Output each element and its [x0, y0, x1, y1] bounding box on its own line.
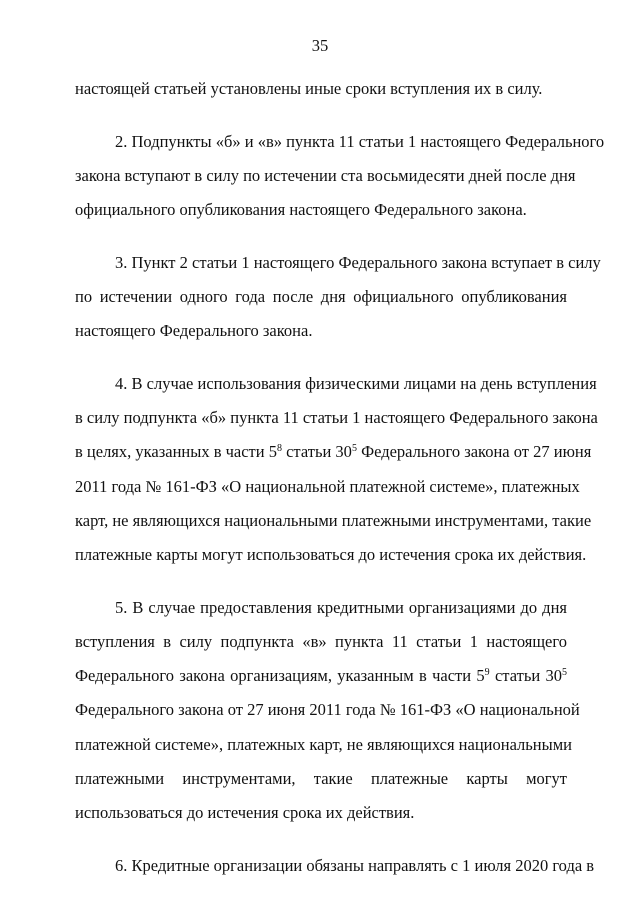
text-segment: в целях, указанных в части 5	[75, 442, 277, 462]
text-line	[75, 125, 605, 159]
text-segment: закона вступают в силу по истечении ста восьмидесяти дней после дня	[75, 165, 576, 185]
text-segment: 2011 года № 161-ФЗ «О национальной платежной системе», платежных	[75, 476, 580, 496]
text-segment: настоящей статьей установлены иные сроки вступления их в силу.	[75, 79, 543, 98]
text-segment: 5. В случае предоставления кредитными организациями до дня	[115, 597, 567, 617]
text-segment: статьи 30	[489, 666, 562, 686]
paragraph	[75, 849, 595, 883]
text-segment: по истечении одного года после дня официального опубликования	[75, 287, 567, 307]
text-line	[75, 849, 595, 883]
text-line	[75, 367, 597, 401]
text-line	[75, 796, 567, 830]
text-segment: статьи 30	[281, 442, 352, 462]
paragraph	[75, 72, 567, 106]
document-body	[75, 72, 605, 902]
paragraph	[75, 125, 605, 228]
text-segment: Федерального закона от 27 июня	[356, 442, 592, 462]
text-line	[75, 762, 567, 796]
text-line	[75, 470, 580, 504]
text-segment: 2. Подпункты «б» и «в» пункта 11 статьи 1 настоящего Федерального	[115, 131, 605, 151]
text-segment: в силу подпункта «б» пункта 11 статьи 1 настоящего Федерального закона	[75, 408, 598, 428]
text-line	[75, 435, 592, 469]
paragraph	[75, 591, 580, 830]
text-segment: платежные карты могут использоваться до истечения срока их действия.	[75, 545, 587, 565]
text-line	[75, 538, 587, 572]
text-segment: платежной системе», платежных карт, не являющихся национальными	[75, 734, 572, 754]
text-segment: 4. В случае использования физическими лицами на день вступления	[115, 374, 597, 394]
text-segment: использоваться до истечения срока их действия.	[75, 802, 415, 822]
text-segment: 3. Пункт 2 статьи 1 настоящего Федерального закона вступает в силу	[115, 252, 601, 272]
text-segment: Федерального закона организациям, указанным в части 5	[75, 666, 485, 686]
text-line	[75, 159, 576, 193]
text-segment: карт, не являющихся национальными платежными инструментами, такие	[75, 510, 592, 530]
text-line	[75, 591, 567, 625]
paragraph	[75, 246, 601, 349]
superscript: 5	[562, 667, 567, 679]
text-line	[75, 728, 572, 762]
text-line	[75, 504, 592, 538]
text-segment: 6. Кредитные организации обязаны направлять с 1 июля 2020 года в	[115, 855, 595, 875]
text-line	[75, 314, 567, 348]
text-line	[75, 246, 601, 280]
superscript: 9	[484, 667, 490, 679]
superscript: 5	[351, 443, 357, 455]
text-segment: вступления в силу подпункта «в» пункта 11 статьи 1 настоящего	[75, 632, 567, 651]
text-segment: платежными инструментами, такие платежные карты могут	[75, 768, 567, 788]
text-line	[75, 401, 598, 435]
text-line	[75, 625, 567, 659]
text-segment: официального опубликования настоящего Федерального закона.	[75, 200, 527, 220]
superscript: 8	[276, 443, 282, 455]
text-segment: настоящего Федерального закона.	[75, 321, 313, 341]
text-segment: Федерального закона от 27 июня 2011 года № 161-ФЗ «О национальной	[75, 700, 580, 720]
paragraph	[75, 367, 598, 572]
text-line	[75, 72, 567, 106]
text-line	[75, 659, 567, 693]
text-line	[75, 693, 580, 727]
text-line	[75, 280, 567, 314]
text-line	[75, 193, 567, 227]
page-number: 35	[311, 36, 329, 55]
